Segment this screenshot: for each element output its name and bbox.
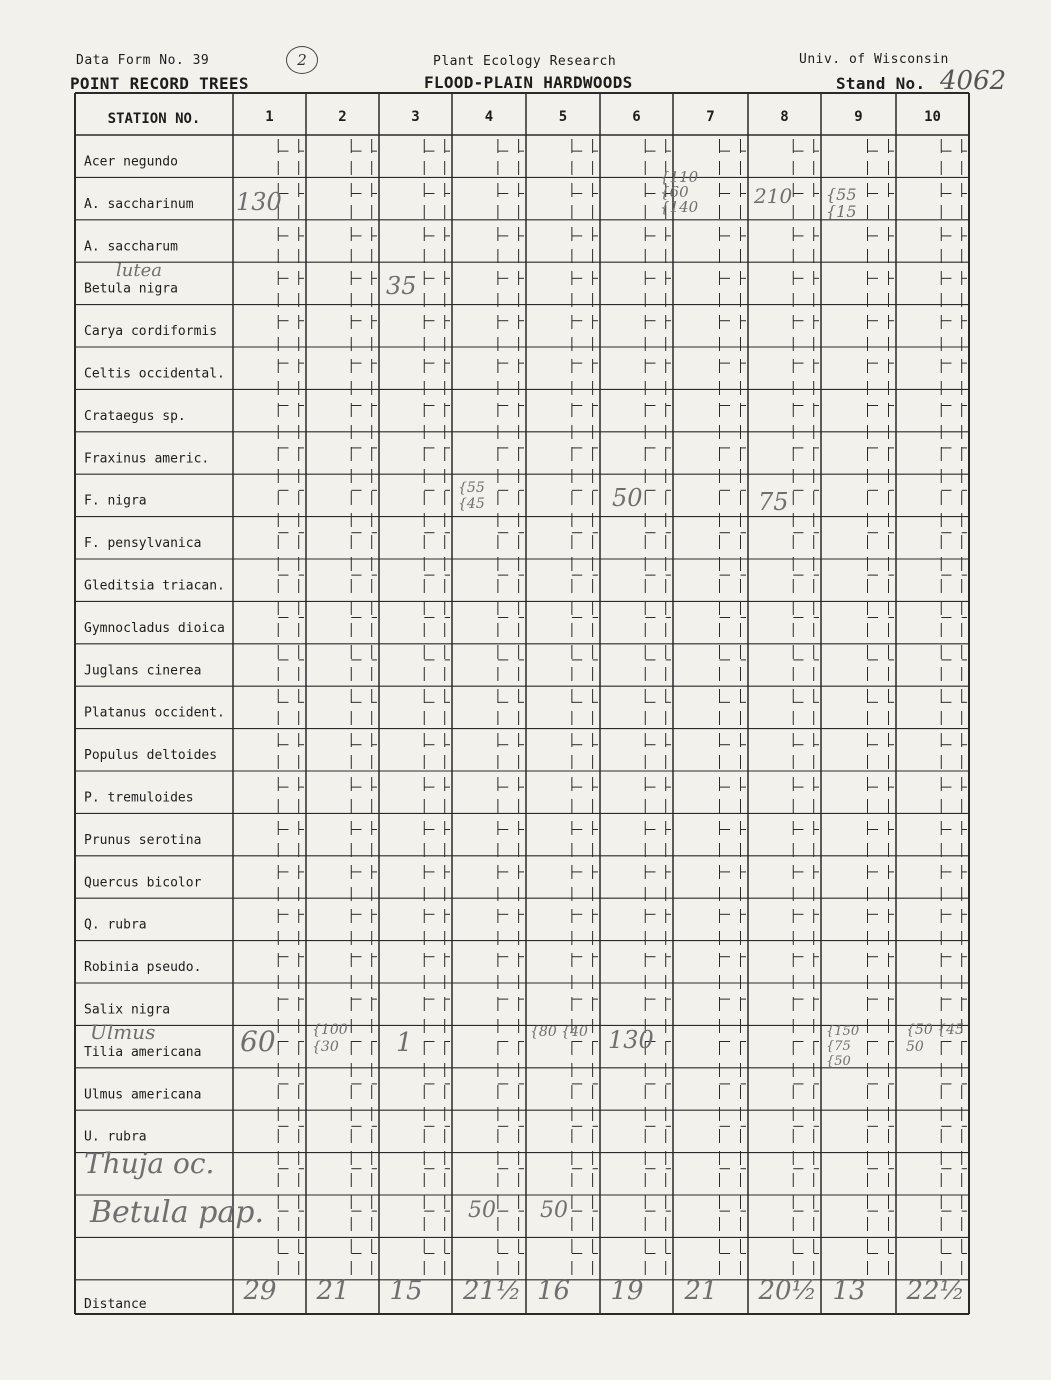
distance-station-4: 21½	[463, 1276, 522, 1306]
stand-label: Stand No.	[836, 74, 926, 93]
betula-pap-station-5: 50	[540, 1198, 568, 1223]
f-nigra-station-8: 75	[758, 488, 789, 516]
thuja-entry: Thuja oc.	[84, 1147, 215, 1180]
organization: Plant Ecology Research	[433, 54, 617, 69]
ulmus-station-5: {80 {40	[530, 1024, 588, 1040]
a-saccharinum-station-1: 130	[236, 188, 282, 216]
species-label: Betula nigra	[84, 281, 178, 297]
species-label: Carya cordiformis	[84, 324, 218, 340]
species-label: Gleditsia triacan.	[84, 578, 225, 594]
ulmus-station-6: 130	[608, 1026, 654, 1054]
species-label: Tilia americana	[84, 1044, 202, 1060]
distance-station-6: 19	[610, 1276, 644, 1306]
f-nigra-station-4: {55 {45	[458, 480, 485, 512]
distance-station-9: 13	[832, 1276, 866, 1306]
species-label: F. nigra	[84, 493, 147, 509]
station-number-8: 8	[780, 109, 789, 125]
betula-pap-entry: Betula pap.	[90, 1195, 265, 1230]
species-label: Gymnocladus dioica	[84, 620, 225, 636]
betula-correction: lutea	[116, 260, 162, 281]
community-type: FLOOD-PLAIN HARDWOODS	[424, 73, 633, 92]
species-label: Prunus serotina	[84, 832, 202, 848]
species-label: Robinia pseudo.	[84, 960, 202, 976]
species-label: F. pensylvanica	[84, 536, 202, 552]
species-label: U. rubra	[84, 1129, 147, 1145]
f-nigra-station-6: 50	[612, 484, 643, 512]
a-saccharinum-station-9: {55 {15	[826, 185, 857, 221]
station-number-3: 3	[411, 109, 420, 125]
species-label: Crataegus sp.	[84, 408, 186, 424]
station-number-2: 2	[338, 109, 347, 125]
form-number: Data Form No. 39	[76, 53, 210, 68]
species-label: Salix nigra	[84, 1002, 171, 1018]
distance-station-10: 22½	[906, 1276, 965, 1306]
ulmus-station-10: {50 {45 50	[906, 1022, 964, 1055]
station-number-7: 7	[706, 109, 715, 125]
station-number-10: 10	[924, 109, 941, 125]
distance-station-3: 15	[389, 1276, 423, 1306]
species-label: Platanus occident.	[84, 705, 225, 721]
station-header: STATION NO.	[107, 111, 201, 127]
a-saccharinum-station-8: 210	[754, 184, 793, 208]
university: Univ. of Wisconsin	[799, 52, 949, 67]
ulmus-station-9: {150 {75 {50	[826, 1024, 860, 1069]
station-number-5: 5	[558, 109, 568, 125]
distance-label: Distance	[84, 1297, 147, 1312]
distance-station-5: 16	[537, 1276, 571, 1306]
species-label: A. saccharinum	[84, 196, 194, 212]
species-label: Acer negundo	[84, 154, 178, 170]
stand-number: 4062	[940, 66, 1007, 96]
station-number-9: 9	[854, 109, 863, 125]
distance-station-8: 20½	[758, 1276, 817, 1306]
distance-station-7: 21	[684, 1276, 718, 1306]
tilia-correction: Ulmus	[90, 1020, 156, 1044]
a-saccharinum-station-7: {110 {60 {140	[660, 168, 699, 216]
species-label: Ulmus americana	[84, 1087, 202, 1103]
species-label: Fraxinus americ.	[84, 451, 210, 467]
ulmus-station-1: 60	[240, 1025, 276, 1058]
station-number-6: 6	[632, 109, 641, 125]
ulmus-station-3: 1	[396, 1028, 413, 1058]
species-label: A. saccharum	[84, 239, 178, 255]
species-label: Populus deltoides	[84, 748, 218, 764]
form-title: POINT RECORD TREES	[70, 74, 249, 93]
species-label: Quercus bicolor	[84, 875, 202, 891]
station-number-4: 4	[484, 109, 494, 125]
species-label: Juglans cinerea	[84, 663, 202, 679]
betula-station-3: 35	[386, 272, 417, 300]
distance-station-2: 21	[316, 1276, 350, 1306]
distance-station-1: 29	[243, 1276, 277, 1306]
ulmus-station-2: {100 {30	[312, 1022, 348, 1055]
species-label: Q. rubra	[84, 917, 147, 933]
station-number-1: 1	[265, 109, 274, 125]
circled-page-number: 2	[286, 46, 318, 74]
species-label: P. tremuloides	[84, 790, 194, 806]
betula-pap-station-4: 50	[468, 1198, 496, 1223]
species-label: Celtis occidental.	[84, 366, 225, 382]
